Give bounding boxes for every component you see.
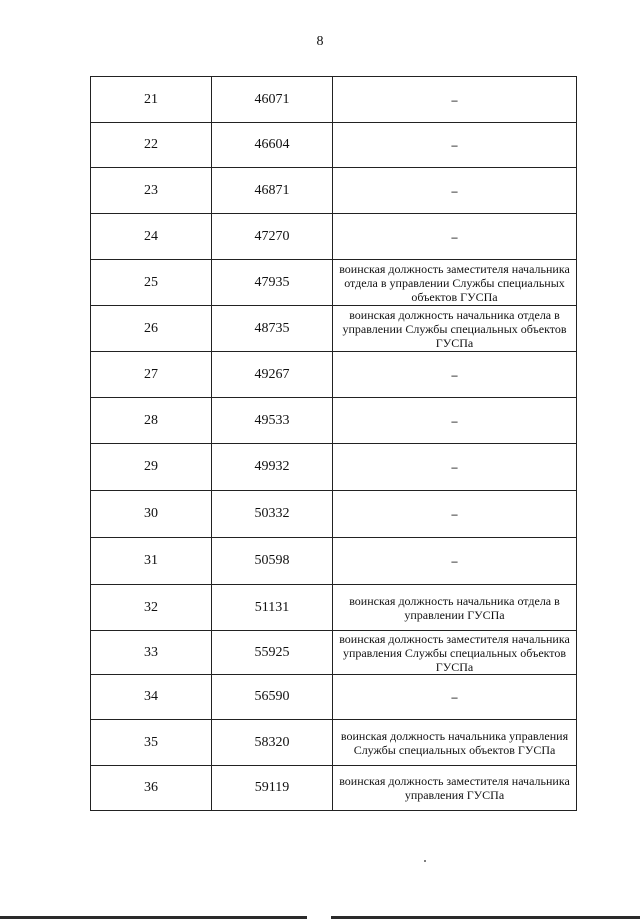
position-note-cell: – [333,538,577,585]
row-number-cell: 31 [91,538,212,585]
row-number-cell: 27 [91,352,212,398]
unit-code-cell: 49533 [212,398,333,444]
table-row [91,538,577,585]
table-row [91,123,577,168]
position-note-cell: – [333,77,577,123]
position-note-cell: – [333,214,577,260]
table-row [91,260,577,306]
unit-code-cell: 46604 [212,123,333,168]
row-number-cell: 33 [91,631,212,675]
row-number-cell: 23 [91,168,212,214]
table-row [91,77,577,123]
unit-code-cell: 46871 [212,168,333,214]
table-row [91,491,577,538]
positions-table [90,76,577,811]
position-note-cell: воинская должность начальника отдела в управлении ГУСПа [333,585,577,631]
position-note-cell: – [333,352,577,398]
unit-code-cell: 47935 [212,260,333,306]
table-row [91,352,577,398]
position-note-cell: – [333,491,577,538]
row-number-cell: 22 [91,123,212,168]
row-number-cell: 30 [91,491,212,538]
unit-code-cell: 59119 [212,766,333,811]
page-number: 8 [316,34,324,49]
unit-code-cell: 50332 [212,491,333,538]
position-note-cell: воинская должность начальника управления Службы специальных объектов ГУСПа [333,720,577,766]
unit-code-cell: 46071 [212,77,333,123]
table-row [91,444,577,491]
table-row [91,720,577,766]
scan-artifact [424,860,426,862]
table-row [91,766,577,811]
position-note-cell: – [333,675,577,720]
row-number-cell: 25 [91,260,212,306]
table-row [91,306,577,352]
row-number-cell: 32 [91,585,212,631]
unit-code-cell: 56590 [212,675,333,720]
row-number-cell: 28 [91,398,212,444]
unit-code-cell: 49267 [212,352,333,398]
unit-code-cell: 47270 [212,214,333,260]
position-note-cell: – [333,168,577,214]
table-row [91,214,577,260]
row-number-cell: 34 [91,675,212,720]
position-note-cell: – [333,123,577,168]
position-note-cell: воинская должность начальника отдела в управлении Службы специальных объектов ГУСПа [333,306,577,352]
row-number-cell: 36 [91,766,212,811]
table-row [91,675,577,720]
table-row [91,631,577,675]
position-note-cell: воинская должность заместителя начальника управления Службы специальных объектов ГУСПа [333,631,577,675]
position-note-cell: воинская должность заместителя начальника управления ГУСПа [333,766,577,811]
table-body [91,77,577,811]
row-number-cell: 21 [91,77,212,123]
table-row [91,585,577,631]
unit-code-cell: 48735 [212,306,333,352]
row-number-cell: 26 [91,306,212,352]
row-number-cell: 29 [91,444,212,491]
unit-code-cell: 49932 [212,444,333,491]
unit-code-cell: 55925 [212,631,333,675]
row-number-cell: 35 [91,720,212,766]
row-number-cell: 24 [91,214,212,260]
position-note-cell: воинская должность заместителя начальника отдела в управлении Службы специальных объектов ГУСПа [333,260,577,306]
position-note-cell: – [333,444,577,491]
unit-code-cell: 50598 [212,538,333,585]
table-row [91,398,577,444]
unit-code-cell: 58320 [212,720,333,766]
unit-code-cell: 51131 [212,585,333,631]
position-note-cell: – [333,398,577,444]
table-row [91,168,577,214]
